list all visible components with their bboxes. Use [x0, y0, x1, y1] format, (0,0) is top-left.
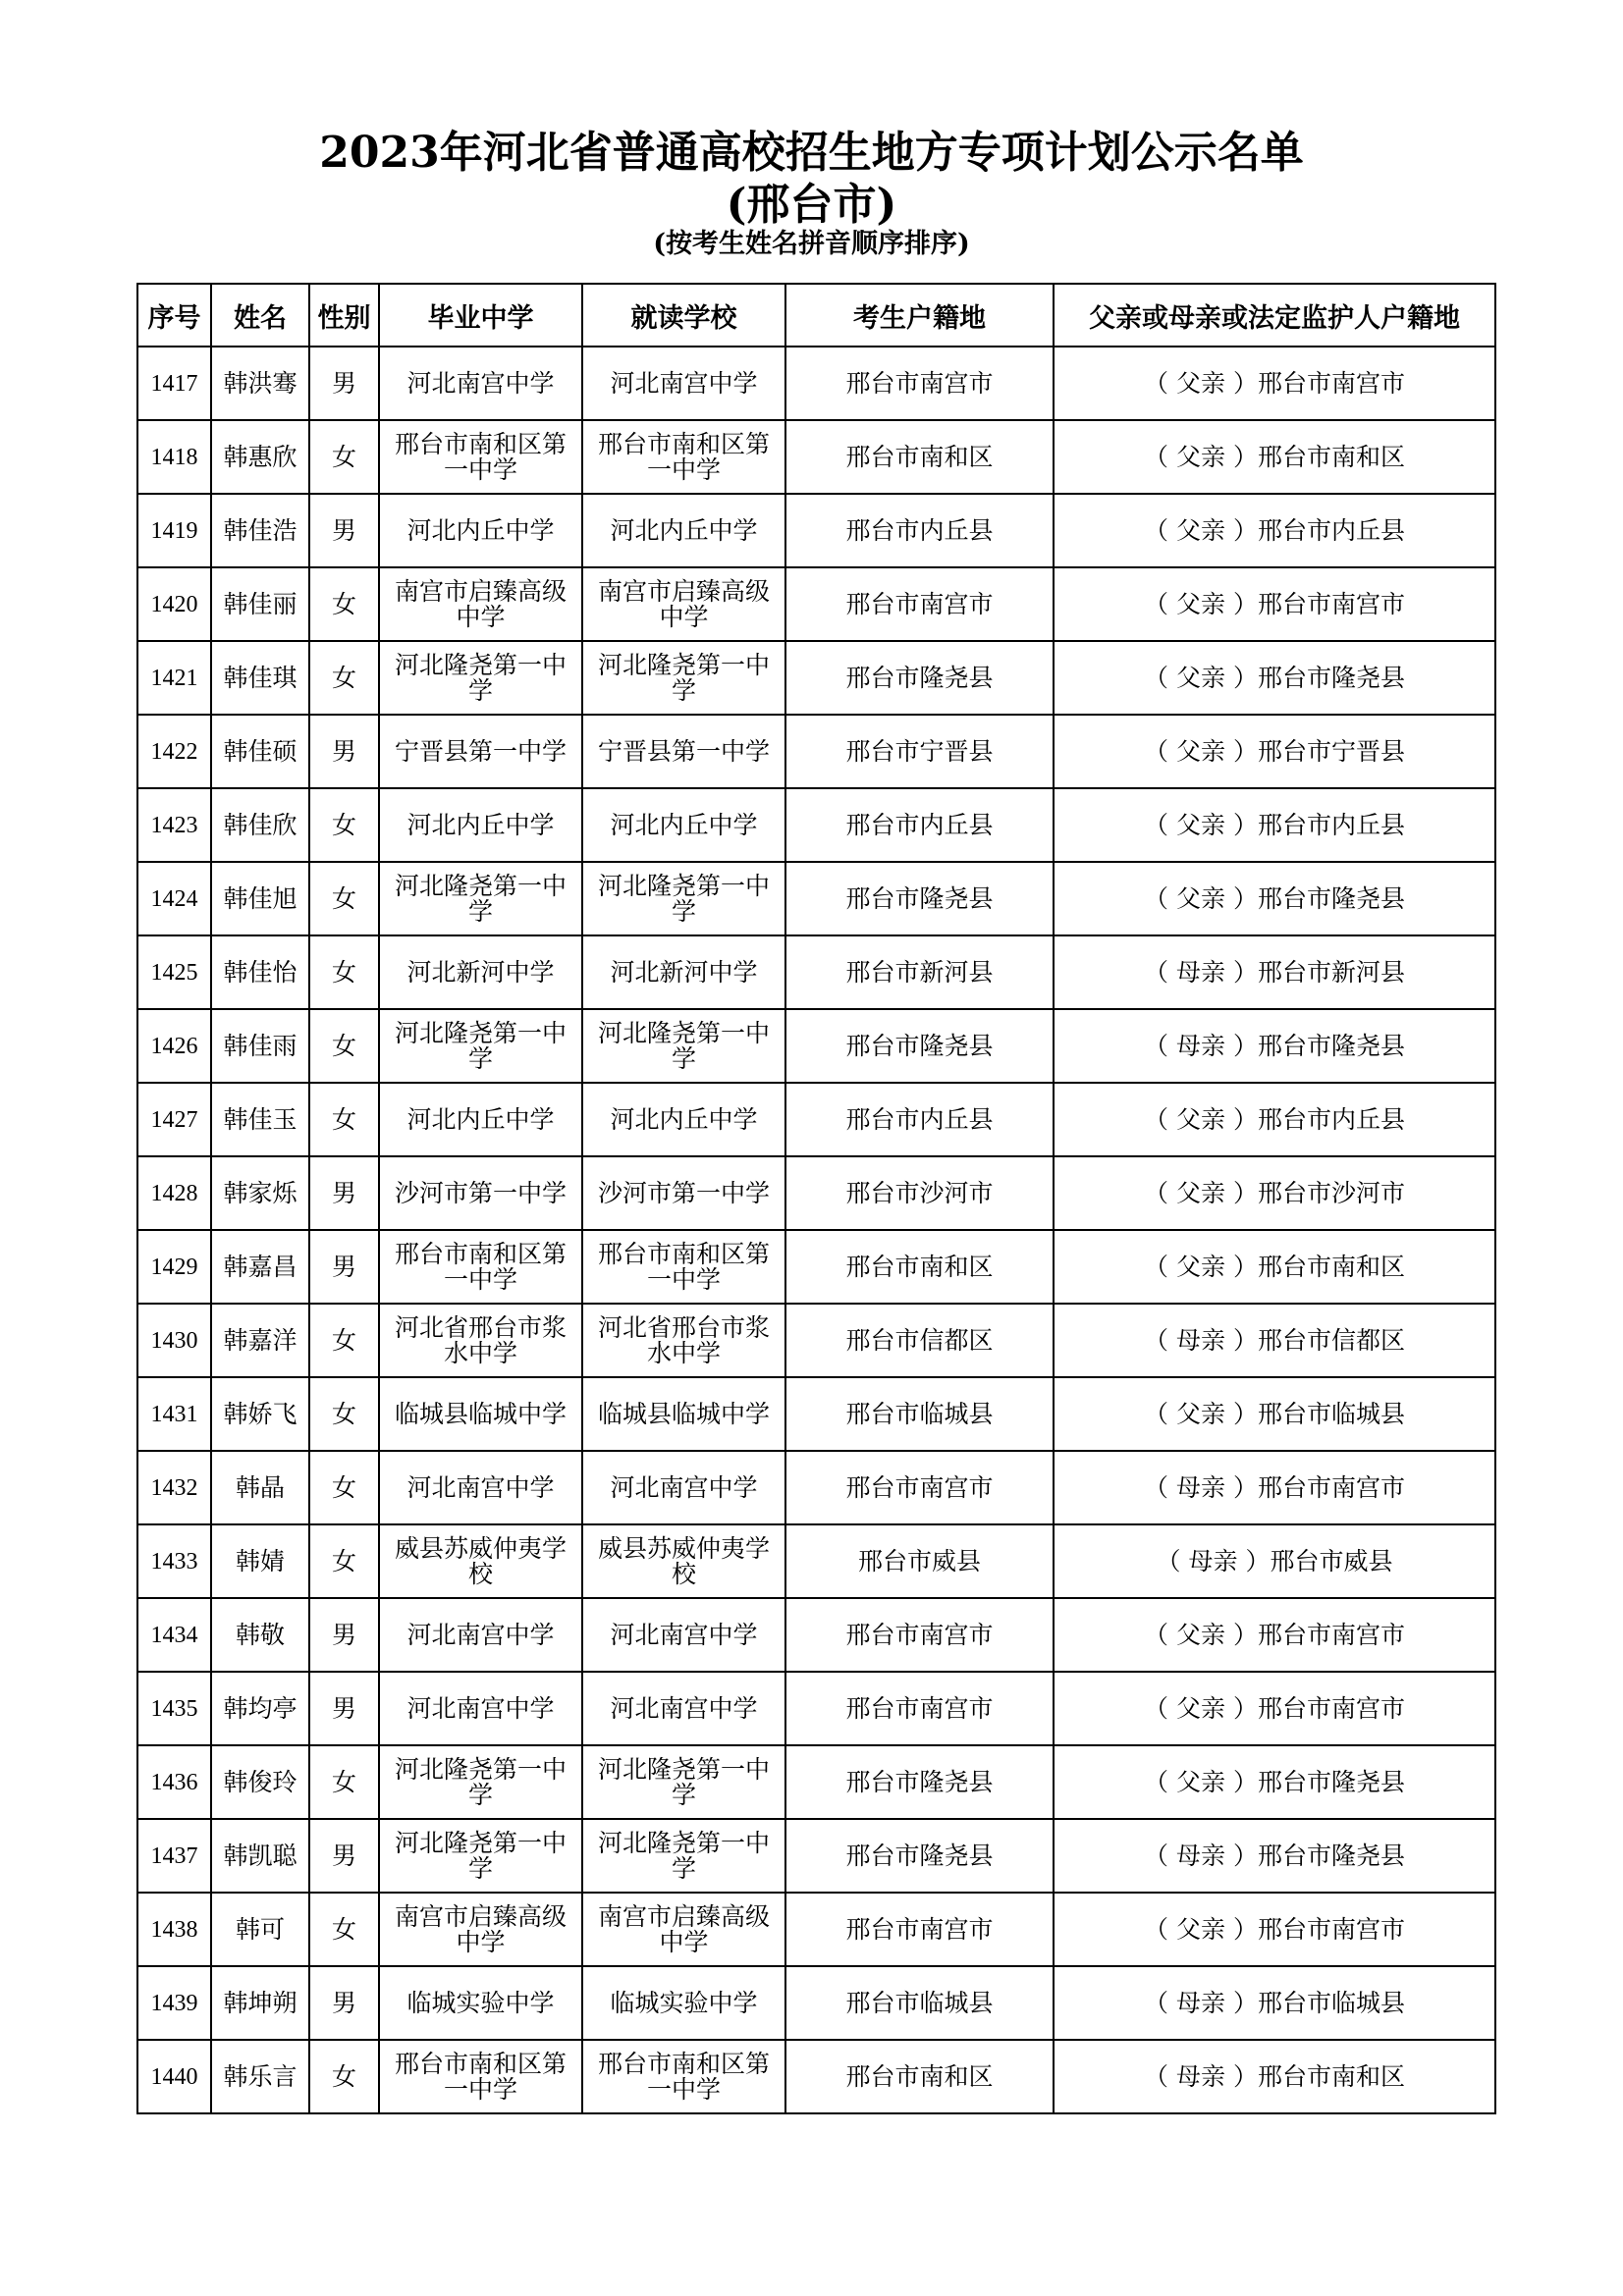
- cell-gender: 男: [309, 347, 379, 420]
- cell-guardian-registration: （ 父亲 ）邢台市南和区: [1054, 1230, 1495, 1304]
- cell-household-registration: 邢台市南和区: [785, 1230, 1054, 1304]
- cell-guardian-registration: （ 父亲 ）邢台市南宫市: [1054, 1893, 1495, 1966]
- table-row: [137, 1524, 1495, 1598]
- table-row: [137, 788, 1495, 862]
- cell-household-registration: 邢台市南宫市: [785, 1451, 1054, 1524]
- table-row: [137, 1156, 1495, 1230]
- cell-name: 韩惠欣: [211, 420, 309, 494]
- table-row: [137, 862, 1495, 935]
- cell-current-school: 河北隆尧第一中学: [582, 1009, 785, 1083]
- cell-household-registration: 邢台市隆尧县: [785, 1009, 1054, 1083]
- cell-name: 韩晶: [211, 1451, 309, 1524]
- cell-gender: 男: [309, 1966, 379, 2040]
- cell-household-registration: 邢台市南和区: [785, 2040, 1054, 2113]
- cell-name: 韩坤朔: [211, 1966, 309, 2040]
- cell-guardian-registration: （ 父亲 ）邢台市南宫市: [1054, 1672, 1495, 1745]
- header-household-registration: 考生户籍地: [785, 284, 1054, 347]
- table-row: [137, 1672, 1495, 1745]
- cell-graduation-school: 沙河市第一中学: [379, 1156, 582, 1230]
- cell-serial: 1418: [137, 420, 211, 494]
- cell-name: 韩敬: [211, 1598, 309, 1672]
- table-row: [137, 494, 1495, 567]
- cell-household-registration: 邢台市隆尧县: [785, 1745, 1054, 1819]
- cell-guardian-registration: （ 父亲 ）邢台市南和区: [1054, 420, 1495, 494]
- cell-gender: 女: [309, 862, 379, 935]
- cell-graduation-school: 河北隆尧第一中学: [379, 1009, 582, 1083]
- cell-name: 韩佳玉: [211, 1083, 309, 1156]
- header-graduation-school: 毕业中学: [379, 284, 582, 347]
- cell-serial: 1426: [137, 1009, 211, 1083]
- cell-gender: 男: [309, 1230, 379, 1304]
- cell-current-school: 河北内丘中学: [582, 1083, 785, 1156]
- table-row: [137, 1451, 1495, 1524]
- cell-graduation-school: 南宫市启臻高级中学: [379, 1893, 582, 1966]
- cell-guardian-registration: （ 父亲 ）邢台市南宫市: [1054, 347, 1495, 420]
- cell-serial: 1417: [137, 347, 211, 420]
- admission-list-table: [136, 283, 1496, 2114]
- cell-household-registration: 邢台市南宫市: [785, 567, 1054, 641]
- cell-guardian-registration: （ 父亲 ）邢台市内丘县: [1054, 1083, 1495, 1156]
- document-title: 2023年河北省普通高校招生地方专项计划公示名单: [319, 128, 1304, 178]
- cell-name: 韩佳怡: [211, 935, 309, 1009]
- cell-guardian-registration: （ 母亲 ）邢台市隆尧县: [1054, 1009, 1495, 1083]
- cell-serial: 1431: [137, 1377, 211, 1451]
- cell-serial: 1422: [137, 715, 211, 788]
- cell-gender: 男: [309, 1819, 379, 1893]
- cell-household-registration: 邢台市信都区: [785, 1304, 1054, 1377]
- cell-guardian-registration: （ 父亲 ）邢台市南宫市: [1054, 1598, 1495, 1672]
- cell-guardian-registration: （ 父亲 ）邢台市隆尧县: [1054, 1745, 1495, 1819]
- cell-current-school: 沙河市第一中学: [582, 1156, 785, 1230]
- cell-guardian-registration: （ 父亲 ）邢台市隆尧县: [1054, 862, 1495, 935]
- cell-graduation-school: 河北内丘中学: [379, 1083, 582, 1156]
- cell-serial: 1434: [137, 1598, 211, 1672]
- cell-current-school: 河北新河中学: [582, 935, 785, 1009]
- cell-serial: 1437: [137, 1819, 211, 1893]
- cell-gender: 女: [309, 1304, 379, 1377]
- table-row: [137, 420, 1495, 494]
- table-row: [137, 1230, 1495, 1304]
- cell-household-registration: 邢台市内丘县: [785, 788, 1054, 862]
- cell-current-school: 河北南宫中学: [582, 347, 785, 420]
- cell-graduation-school: 河北内丘中学: [379, 494, 582, 567]
- cell-graduation-school: 河北省邢台市浆水中学: [379, 1304, 582, 1377]
- cell-gender: 女: [309, 1451, 379, 1524]
- cell-gender: 男: [309, 494, 379, 567]
- table-row: [137, 567, 1495, 641]
- cell-current-school: 河北内丘中学: [582, 788, 785, 862]
- header-current-school: 就读学校: [582, 284, 785, 347]
- cell-name: 韩可: [211, 1893, 309, 1966]
- cell-current-school: 河北南宫中学: [582, 1598, 785, 1672]
- cell-current-school: 河北隆尧第一中学: [582, 1819, 785, 1893]
- cell-household-registration: 邢台市隆尧县: [785, 862, 1054, 935]
- cell-gender: 女: [309, 2040, 379, 2113]
- cell-graduation-school: 南宫市启臻高级中学: [379, 567, 582, 641]
- cell-household-registration: 邢台市南宫市: [785, 347, 1054, 420]
- cell-serial: 1435: [137, 1672, 211, 1745]
- cell-name: 韩嘉昌: [211, 1230, 309, 1304]
- sort-note: (按考生姓名拼音顺序排序): [653, 229, 970, 259]
- cell-name: 韩凯聪: [211, 1819, 309, 1893]
- cell-current-school: 邢台市南和区第一中学: [582, 2040, 785, 2113]
- cell-current-school: 河北内丘中学: [582, 494, 785, 567]
- cell-serial: 1440: [137, 2040, 211, 2113]
- table-row: [137, 935, 1495, 1009]
- cell-gender: 男: [309, 1598, 379, 1672]
- cell-current-school: 邢台市南和区第一中学: [582, 420, 785, 494]
- cell-name: 韩佳硕: [211, 715, 309, 788]
- cell-graduation-school: 邢台市南和区第一中学: [379, 1230, 582, 1304]
- table-row: [137, 1819, 1495, 1893]
- cell-name: 韩婧: [211, 1524, 309, 1598]
- cell-guardian-registration: （ 父亲 ）邢台市宁晋县: [1054, 715, 1495, 788]
- table-row: [137, 1598, 1495, 1672]
- cell-gender: 女: [309, 420, 379, 494]
- cell-graduation-school: 河北南宫中学: [379, 1672, 582, 1745]
- cell-serial: 1424: [137, 862, 211, 935]
- cell-household-registration: 邢台市隆尧县: [785, 641, 1054, 715]
- cell-serial: 1432: [137, 1451, 211, 1524]
- cell-household-registration: 邢台市沙河市: [785, 1156, 1054, 1230]
- cell-guardian-registration: （ 母亲 ）邢台市威县: [1054, 1524, 1495, 1598]
- cell-graduation-school: 河北南宫中学: [379, 347, 582, 420]
- cell-household-registration: 邢台市新河县: [785, 935, 1054, 1009]
- cell-guardian-registration: （ 父亲 ）邢台市内丘县: [1054, 788, 1495, 862]
- cell-name: 韩嘉洋: [211, 1304, 309, 1377]
- cell-current-school: 邢台市南和区第一中学: [582, 1230, 785, 1304]
- cell-serial: 1430: [137, 1304, 211, 1377]
- table-row: [137, 1304, 1495, 1377]
- header-name: 姓名: [211, 284, 309, 347]
- cell-serial: 1439: [137, 1966, 211, 2040]
- cell-guardian-registration: （ 母亲 ）邢台市隆尧县: [1054, 1819, 1495, 1893]
- cell-name: 韩家烁: [211, 1156, 309, 1230]
- cell-serial: 1428: [137, 1156, 211, 1230]
- table-row: [137, 347, 1495, 420]
- cell-current-school: 南宫市启臻高级中学: [582, 1893, 785, 1966]
- cell-gender: 男: [309, 1672, 379, 1745]
- cell-gender: 女: [309, 1893, 379, 1966]
- table-row: [137, 1893, 1495, 1966]
- cell-serial: 1438: [137, 1893, 211, 1966]
- cell-serial: 1420: [137, 567, 211, 641]
- cell-name: 韩佳雨: [211, 1009, 309, 1083]
- cell-graduation-school: 河北新河中学: [379, 935, 582, 1009]
- cell-gender: 女: [309, 1009, 379, 1083]
- cell-graduation-school: 威县苏威仲夷学校: [379, 1524, 582, 1598]
- document-subtitle: (邢台市): [726, 180, 897, 230]
- cell-current-school: 河北南宫中学: [582, 1451, 785, 1524]
- table-row: [137, 1745, 1495, 1819]
- cell-gender: 女: [309, 567, 379, 641]
- cell-current-school: 河北南宫中学: [582, 1672, 785, 1745]
- cell-current-school: 河北省邢台市浆水中学: [582, 1304, 785, 1377]
- cell-gender: 女: [309, 1083, 379, 1156]
- cell-gender: 女: [309, 1524, 379, 1598]
- cell-guardian-registration: （ 父亲 ）邢台市南宫市: [1054, 567, 1495, 641]
- cell-name: 韩俊玲: [211, 1745, 309, 1819]
- cell-household-registration: 邢台市南宫市: [785, 1893, 1054, 1966]
- cell-current-school: 河北隆尧第一中学: [582, 862, 785, 935]
- table-row: [137, 715, 1495, 788]
- cell-current-school: 临城县临城中学: [582, 1377, 785, 1451]
- cell-household-registration: 邢台市临城县: [785, 1966, 1054, 2040]
- cell-current-school: 临城实验中学: [582, 1966, 785, 2040]
- cell-graduation-school: 河北隆尧第一中学: [379, 641, 582, 715]
- cell-gender: 男: [309, 1156, 379, 1230]
- cell-household-registration: 邢台市威县: [785, 1524, 1054, 1598]
- cell-guardian-registration: （ 母亲 ）邢台市信都区: [1054, 1304, 1495, 1377]
- cell-serial: 1433: [137, 1524, 211, 1598]
- header-gender: 性别: [309, 284, 379, 347]
- cell-household-registration: 邢台市内丘县: [785, 1083, 1054, 1156]
- cell-current-school: 威县苏威仲夷学校: [582, 1524, 785, 1598]
- cell-household-registration: 邢台市隆尧县: [785, 1819, 1054, 1893]
- header-guardian-registration: 父亲或母亲或法定监护人户籍地: [1054, 284, 1495, 347]
- cell-serial: 1427: [137, 1083, 211, 1156]
- cell-current-school: 宁晋县第一中学: [582, 715, 785, 788]
- cell-graduation-school: 河北隆尧第一中学: [379, 1819, 582, 1893]
- cell-name: 韩佳旭: [211, 862, 309, 935]
- cell-name: 韩洪骞: [211, 347, 309, 420]
- table-row: [137, 1966, 1495, 2040]
- cell-serial: 1436: [137, 1745, 211, 1819]
- table-row: [137, 1083, 1495, 1156]
- cell-serial: 1429: [137, 1230, 211, 1304]
- table-row: [137, 1009, 1495, 1083]
- cell-household-registration: 邢台市临城县: [785, 1377, 1054, 1451]
- cell-guardian-registration: （ 父亲 ）邢台市沙河市: [1054, 1156, 1495, 1230]
- cell-name: 韩娇飞: [211, 1377, 309, 1451]
- header-serial: 序号: [137, 284, 211, 347]
- cell-current-school: 南宫市启臻高级中学: [582, 567, 785, 641]
- cell-graduation-school: 河北南宫中学: [379, 1598, 582, 1672]
- cell-serial: 1421: [137, 641, 211, 715]
- cell-name: 韩佳欣: [211, 788, 309, 862]
- cell-household-registration: 邢台市南和区: [785, 420, 1054, 494]
- table-header-row: [137, 284, 1495, 347]
- cell-gender: 男: [309, 715, 379, 788]
- cell-serial: 1419: [137, 494, 211, 567]
- cell-graduation-school: 河北内丘中学: [379, 788, 582, 862]
- cell-gender: 女: [309, 1377, 379, 1451]
- cell-household-registration: 邢台市南宫市: [785, 1672, 1054, 1745]
- cell-household-registration: 邢台市宁晋县: [785, 715, 1054, 788]
- cell-name: 韩佳浩: [211, 494, 309, 567]
- cell-guardian-registration: （ 父亲 ）邢台市隆尧县: [1054, 641, 1495, 715]
- cell-guardian-registration: （ 母亲 ）邢台市临城县: [1054, 1966, 1495, 2040]
- cell-current-school: 河北隆尧第一中学: [582, 641, 785, 715]
- cell-graduation-school: 邢台市南和区第一中学: [379, 2040, 582, 2113]
- cell-gender: 女: [309, 935, 379, 1009]
- cell-guardian-registration: （ 母亲 ）邢台市新河县: [1054, 935, 1495, 1009]
- cell-gender: 女: [309, 788, 379, 862]
- cell-household-registration: 邢台市内丘县: [785, 494, 1054, 567]
- cell-guardian-registration: （ 母亲 ）邢台市南宫市: [1054, 1451, 1495, 1524]
- cell-guardian-registration: （ 母亲 ）邢台市南和区: [1054, 2040, 1495, 2113]
- table-row: [137, 2040, 1495, 2113]
- cell-graduation-school: 邢台市南和区第一中学: [379, 420, 582, 494]
- cell-name: 韩乐言: [211, 2040, 309, 2113]
- cell-graduation-school: 临城实验中学: [379, 1966, 582, 2040]
- table-row: [137, 1377, 1495, 1451]
- cell-serial: 1423: [137, 788, 211, 862]
- cell-name: 韩佳琪: [211, 641, 309, 715]
- cell-graduation-school: 临城县临城中学: [379, 1377, 582, 1451]
- cell-graduation-school: 宁晋县第一中学: [379, 715, 582, 788]
- cell-household-registration: 邢台市南宫市: [785, 1598, 1054, 1672]
- cell-current-school: 河北隆尧第一中学: [582, 1745, 785, 1819]
- cell-graduation-school: 河北隆尧第一中学: [379, 1745, 582, 1819]
- cell-name: 韩均亭: [211, 1672, 309, 1745]
- cell-graduation-school: 河北南宫中学: [379, 1451, 582, 1524]
- cell-graduation-school: 河北隆尧第一中学: [379, 862, 582, 935]
- cell-guardian-registration: （ 父亲 ）邢台市内丘县: [1054, 494, 1495, 567]
- cell-serial: 1425: [137, 935, 211, 1009]
- cell-gender: 女: [309, 641, 379, 715]
- cell-name: 韩佳丽: [211, 567, 309, 641]
- cell-guardian-registration: （ 父亲 ）邢台市临城县: [1054, 1377, 1495, 1451]
- cell-gender: 女: [309, 1745, 379, 1819]
- table-row: [137, 641, 1495, 715]
